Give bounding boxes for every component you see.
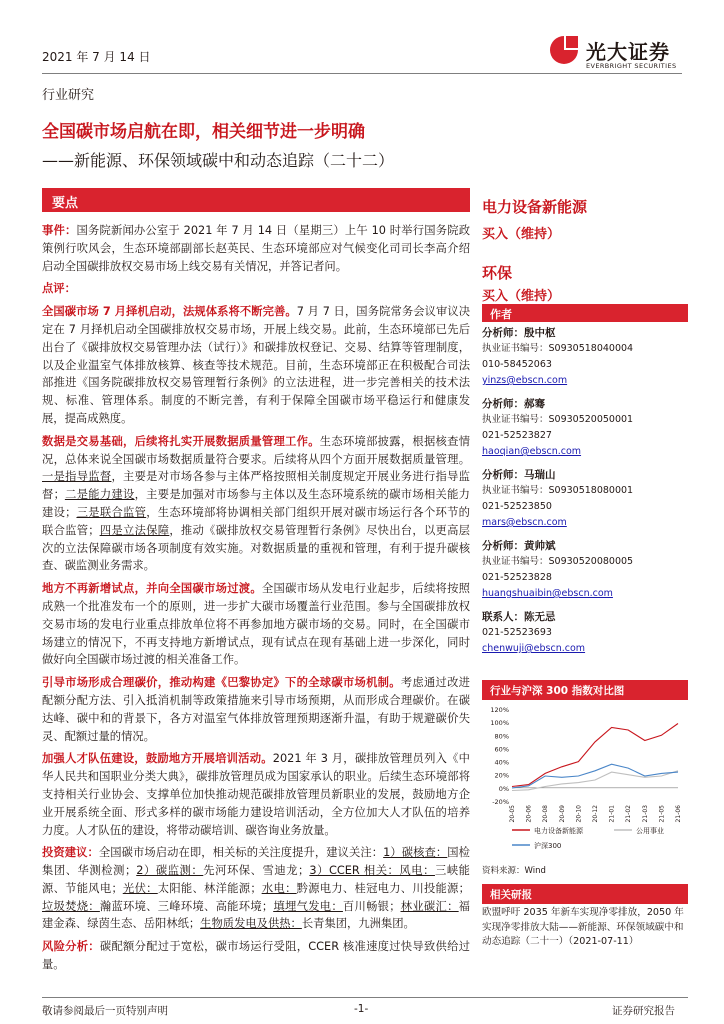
x-tick-label: 21-01 [608, 805, 616, 823]
x-tick-label: 21-05 [658, 805, 666, 823]
logo-english: EVERBRIGHT SECURITIES [586, 62, 677, 70]
key-points-bar [42, 188, 470, 212]
investment-paragraph: 投资建议：全国碳市场启动在即，相关标的关注度提升，建议关注：1）碳核查：国检集团、华测检测；2）碳监测：先河环保、雪迪龙；3）CCER 相关：风电：三峡能源、节能风电；光伏：太阳能、林洋能源；水电：黔源电力、桂冠电力、川投能源；垃圾焚烧：瀚蓝环境、三峰环境、高能环境；填埋气发电：百川畅银；林业碳汇：福建金森、绿茵生态、岳阳林纸；生物质发电及供热：长青集团，九洲集团。 [42, 846, 470, 931]
sector-1 [482, 196, 688, 242]
point-paragraph-1: 全国碳市场 7 月择机启动，法规体系将不断完善。7 月 7 日，国务院常务会议审议决定在 7 月择机启动全国碳排放权交易市场，开展上线交易。此前，生态环境部已先后出台了《碳排放权交易管理办法（试行）》和碳排放权登记、交易、结算等管理制度，以及企业温室气体排放核算、核查等技术规范。目前，生态环境部正在积极配合司法部推进《国务院碳排放权交易管理暂行条例》的立法进程，进一步完善相关的技术法规、标准、管理体系。制度的不断完善，有利于保障全国碳市场平稳运行和健康发展，提高成熟度。 [42, 305, 470, 425]
main-body [42, 222, 470, 979]
sector-name-2: 环保 [482, 264, 513, 282]
contact-email-link[interactable]: chenwuji@ebscn.com [482, 643, 586, 654]
y-tick-label: -20% [492, 798, 509, 806]
x-tick-label: 20-12 [592, 805, 599, 823]
related-report-link[interactable]: 欧盟呼吁 2035 年新车实现净零排放，2050 年实现净零排放大陆——新能源、环保领域碳中和动态追踪（二十一）（2021-07-11） [482, 907, 684, 947]
series-line-3 [512, 764, 678, 788]
footer-report-type: 证券研究报告 [612, 1005, 675, 1017]
report-date: 2021 年 7 月 14 日 [42, 50, 151, 64]
report-category: 行业研究 [42, 88, 95, 103]
page-number: -1- [354, 1003, 369, 1015]
authors-bar [482, 304, 688, 322]
x-tick-label: 20-06 [525, 805, 533, 823]
contact-name: 陈无忌 [524, 611, 556, 623]
point-paragraph-5: 加强人才队伍建设，鼓励地方开展培训活动。2021 年 3 月，碳排放管理员列入《中华人民共和国职业分类大典》，碳排放管理员成为国家承认的职业。后续生态环境部将支持相关行业协会、支撑单位加快推动规范碳排放管理员新职业的发展，鼓励地方企业开展系统全面、形式多样的碳市场能力建设培训活动，全方位加大人才队伍的培养力度。人才队伍的建设，将带动碳培训、碳咨询业务放量。 [42, 752, 470, 837]
x-tick-label: 21-02 [625, 805, 633, 823]
point-paragraph-4: 引导市场形成合理碳价，推动构建《巴黎协定》下的全球碳市场机制。考虑通过改进配额分配方法、引入抵消机制等政策措施来引导市场预期，从而形成合理碳价。在碳达峰、碳中和的背景下，各方对温室气体排放管理预期逐渐升温，有助于规避碳价失灵、配额过量的情况。 [42, 676, 470, 743]
analyst-card: 分析师：殷中枢 执业证书编号：S0930518040004 010-58452063 yinzs@ebscn.com [482, 325, 688, 389]
x-tick-label: 20-10 [575, 805, 583, 823]
chart-source: 资料来源：Wind [482, 866, 546, 876]
index-comparison-chart [482, 703, 688, 861]
analyst-card: 分析师：郝骞 执业证书编号：S0930520050001 021-52523827 haoqian@ebscn.com [482, 396, 688, 460]
header-divider [42, 73, 682, 74]
chart-title: 行业与沪深 300 指数对比图 [490, 685, 625, 697]
authors-label: 作者 [490, 308, 512, 321]
footer-disclaimer: 敬请参阅最后一页特别声明 [42, 1005, 168, 1017]
x-tick-label: 21-03 [641, 805, 649, 823]
brand-logo [548, 34, 688, 74]
analyst-card: 分析师：黄帅斌 执业证书编号：S0930520080005 021-52523828 huangshuaibin@ebscn.com [482, 538, 688, 602]
footer-divider [42, 997, 688, 998]
analyst-email-link[interactable]: mars@ebscn.com [482, 517, 567, 528]
y-tick-label: 80% [494, 732, 509, 741]
analyst-name: 郝骞 [524, 398, 545, 410]
legend-label: 公用事业 [636, 827, 664, 835]
y-tick-label: 60% [494, 745, 509, 754]
sector-name-1: 电力设备新能源 [482, 198, 588, 216]
sector-rating-1: 买入（维持） [482, 227, 561, 242]
logo-chinese: 光大证券 [586, 40, 670, 64]
x-tick-label: 21-06 [675, 805, 682, 823]
x-tick-label: 20-08 [542, 805, 550, 823]
x-tick-label: 20-09 [558, 805, 566, 823]
y-tick-label: 0% [498, 784, 509, 793]
analyst-email-link[interactable]: huangshuaibin@ebscn.com [482, 588, 613, 599]
key-points-label: 要点 [52, 196, 79, 211]
x-tick-label: 20-05 [509, 805, 516, 823]
event-text: 国务院新闻办公室于 2021 年 7 月 14 日（星期三）上午 10 时举行国务院政策例行吹风会，生态环境部副部长赵英民、生态环境部应对气候变化司司长李高介绍启动全国碳排放权交易市场上线交易有关情况，并答记者问。 [42, 224, 470, 273]
report-title: 全国碳市场启航在即，相关细节进一步明确 [42, 122, 365, 142]
analyst-name: 马瑞山 [524, 469, 556, 481]
legend-label: 电力设备新能源 [534, 827, 583, 835]
analyst-email-link[interactable]: yinzs@ebscn.com [482, 375, 568, 386]
sector-rating-2: 买入（维持） [482, 289, 561, 304]
risk-paragraph: 风险分析：碳配额分配过于宽松，碳市场运行受阻，CCER 核准速度过快导致供给过量。 [42, 940, 470, 972]
comment-label: 点评： [42, 282, 76, 296]
y-tick-label: 20% [494, 771, 509, 780]
event-paragraph [42, 222, 470, 275]
legend-label: 沪深300 [534, 842, 562, 850]
analyst-name: 殷中枢 [524, 327, 556, 339]
analyst-email-link[interactable]: haoqian@ebscn.com [482, 446, 582, 457]
contact-card: 联系人：陈无忌 021-52523693 chenwuji@ebscn.com [482, 609, 688, 657]
point-paragraph-2: 数据是交易基础，后续将扎实开展数据质量管理工作。生态环境部披露，根据核查情况，总体来说全国碳市场数据质量符合要求。后续将从四个方面开展数据质量管理。一是指导监督，主要是对市场各参与主体严格按照相关制度规定开展业务进行指导监督；二是能力建设，主要是加强对市场参与主体以及生态环境系统的碳市场相关能力建设；三是联合监管，生态环境部将协调相关部门组织开展对碳市场运行各个环节的联合监管；四是立法保障，推动《碳排放权交易管理暂行条例》尽快出台，以更高层次的立法保障碳市场各项制度有效实施。对数据质量的重视和管理，有利于提升碳核查、碳监测业务需求。 [42, 434, 470, 573]
point-paragraph-3: 地方不再新增试点，并向全国碳市场过渡。全国碳市场从发电行业起步，后续将按照成熟一个批准发布一个的原则，进一步扩大碳市场覆盖行业范围。参与全国碳排放权交易市场的发电行业重点排放单位将不再参加地方碳市场的交易。同时，在全国碳市场建立的情况下，不再支持地方新增试点，现有试点在现有基础上进一步深化，同时做好向全国碳市场过渡的相关准备工作。 [42, 582, 470, 667]
analyst-name: 黄帅斌 [524, 540, 556, 552]
event-label: 事件： [42, 224, 77, 237]
related-label: 相关研报 [490, 889, 532, 901]
sector-2 [482, 262, 688, 304]
y-tick-label: 40% [494, 758, 509, 767]
y-tick-label: 100% [490, 719, 509, 728]
analyst-card: 分析师：马瑞山 执业证书编号：S0930518080001 021-52523850 mars@ebscn.com [482, 467, 688, 531]
everbright-logo-icon [548, 34, 580, 66]
report-subtitle: ——新能源、环保领域碳中和动态追踪（二十二） [42, 151, 395, 170]
y-tick-label: 120% [490, 706, 509, 714]
